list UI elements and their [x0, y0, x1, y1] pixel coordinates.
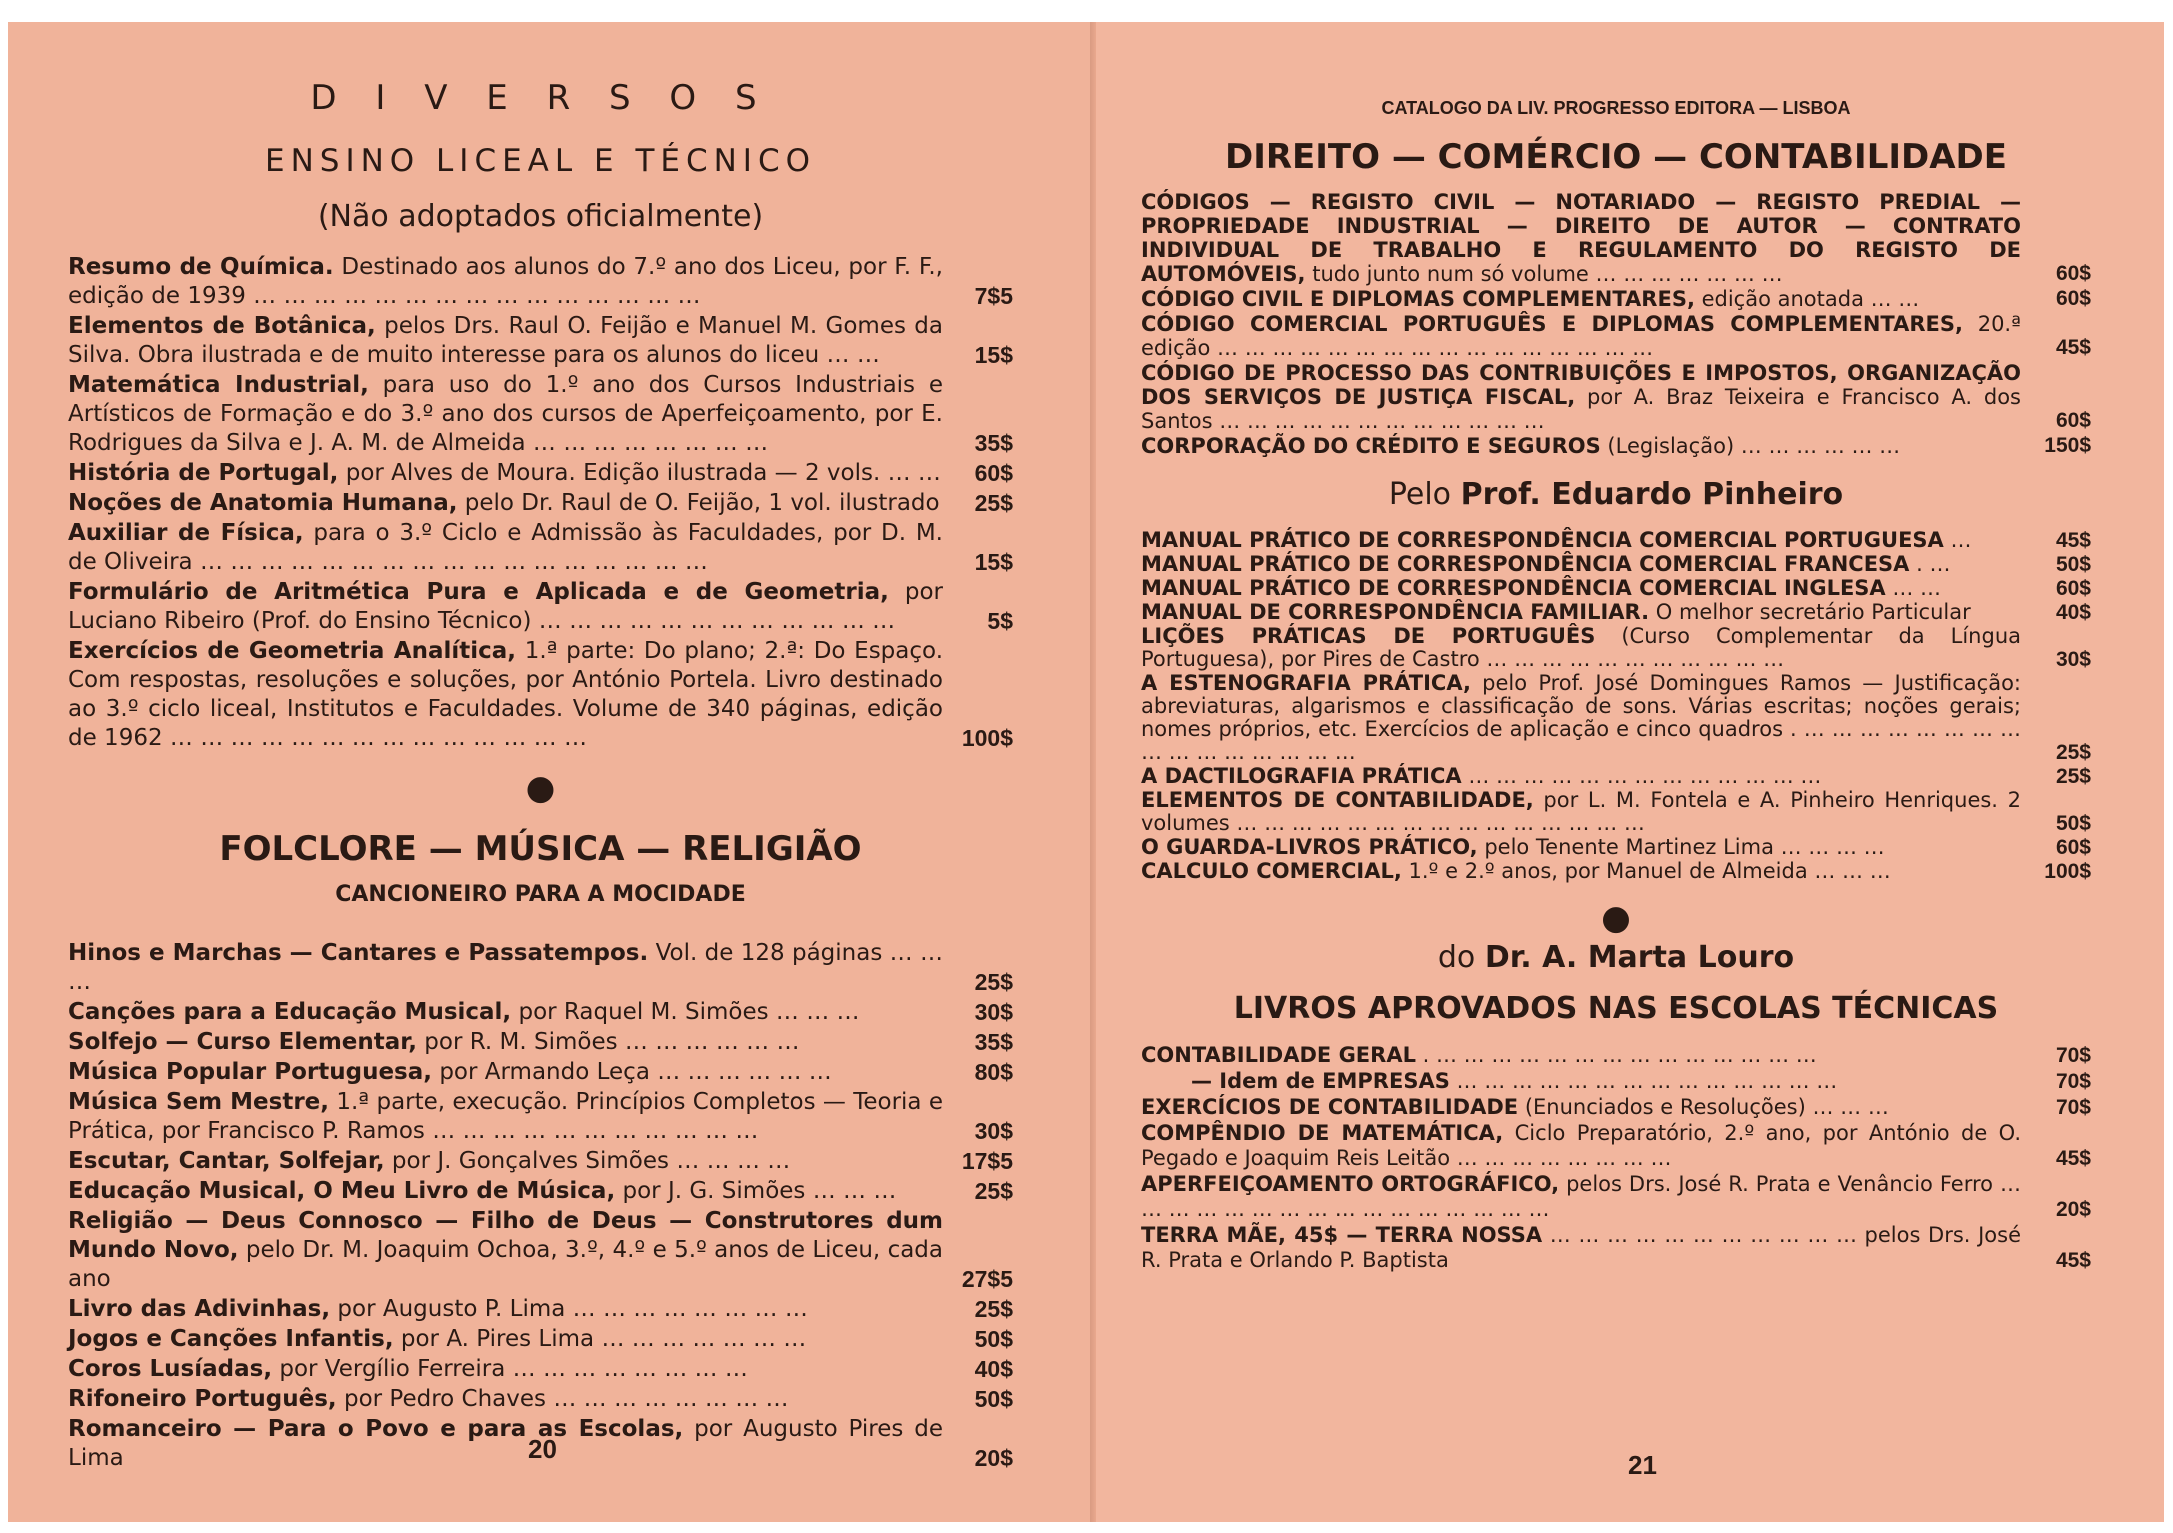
entry-title: TERRA MÃE, 45$ — TERRA NOSSA: [1141, 1223, 1543, 1247]
entry-price: 27$5: [961, 1266, 1013, 1292]
entry-title: CÓDIGO CIVIL E DIPLOMAS COMPLEMENTARES,: [1141, 287, 1695, 311]
catalog-entry: [68, 1088, 1013, 1146]
catalog-entry: [68, 998, 1013, 1027]
catalog-entry: [68, 312, 1013, 370]
entry-title: ELEMENTOS DE CONTABILIDADE,: [1141, 788, 1534, 812]
entry-description: [68, 1385, 943, 1414]
entry-title: CORPORAÇÃO DO CRÉDITO E SEGUROS: [1141, 434, 1601, 458]
entry-text: pelos Drs. Raul O. Feijão e Manuel M. Gomes da Silva. Obra ilustrada e de muito interesse para os alunos do liceu … …: [68, 313, 943, 368]
entry-title: CONTABILIDADE GERAL: [1141, 1043, 1416, 1067]
catalog-entry: [68, 1295, 1013, 1324]
entry-title: MANUAL PRÁTICO DE CORRESPONDÊNCIA COMERCIAL INGLESA: [1141, 576, 1886, 600]
entry-text: … … … … … … … … … … … … …: [1461, 764, 1822, 788]
bullet-divider: ●: [525, 768, 556, 808]
catalog-entry: [68, 939, 1013, 997]
entry-text: por J. Gonçalves Simões … … … …: [384, 1148, 791, 1174]
entry-description: [68, 519, 943, 577]
entry-price: 40$: [2055, 601, 2091, 624]
entry-price: 60$: [2055, 409, 2091, 432]
entry-description: [1141, 361, 2021, 433]
entry-text: O melhor secretário Particular: [1649, 600, 1971, 624]
entry-text: pelo Tenente Martinez Lima … … … …: [1477, 835, 1885, 859]
catalog-entry: [68, 1147, 1013, 1176]
entry-description: [68, 1147, 943, 1176]
entry-price: 50$: [2055, 553, 2091, 576]
catalog-entry: [1141, 1121, 2091, 1171]
entry-description: [1141, 601, 2021, 624]
catalog-entry: [1141, 1095, 2091, 1120]
entry-price: 80$: [974, 1059, 1013, 1085]
entry-price: 15$: [974, 549, 1013, 575]
entry-text: por A. Braz Teixeira e Francisco A. dos Santos … … … … … … … … … … … …: [1141, 385, 2021, 433]
author-heading-pinheiro: [1141, 477, 2091, 512]
entry-text: pelos Drs. José R. Prata e Venâncio Ferro … … … … … … … … … … … … … … … …: [1141, 1172, 2021, 1221]
entry-text: 1.ª parte, execução. Princípios Completos — Teoria e Prática, por Francisco P. Ramos … … … … … … … … … … …: [68, 1089, 943, 1144]
entry-description: [1141, 1043, 2021, 1068]
entry-price: 70$: [2055, 1044, 2091, 1067]
entry-text: Vol. de 128 páginas … … …: [68, 940, 943, 995]
entry-title: Resumo de Química.: [68, 254, 334, 280]
entry-title: História de Portugal,: [68, 460, 339, 486]
entry-price: 25$: [2055, 765, 2091, 788]
entry-text: . … … … … … … … … … … … … … …: [1415, 1043, 1817, 1067]
entry-description: [1141, 1095, 2021, 1120]
entry-price: 60$: [974, 460, 1013, 486]
entry-title: MANUAL DE CORRESPONDÊNCIA FAMILIAR.: [1141, 600, 1650, 624]
entry-text: tudo junto num só volume … … … … … … …: [1305, 262, 1783, 286]
entry-text: Destinado aos alunos do 7.º ano dos Liceu, por F. F., edição de 1939 … … … … … … … … … … … … … … …: [68, 254, 943, 309]
entry-title: Matemática Industrial,: [68, 372, 369, 398]
entry-description: [68, 637, 943, 753]
entry-title: Música Sem Mestre,: [68, 1089, 330, 1115]
entry-description: [1141, 434, 2021, 458]
entry-text: 1.º e 2.º anos, por Manuel de Almeida … … …: [1401, 859, 1891, 883]
entry-title: A ESTENOGRAFIA PRÁTICA,: [1141, 671, 1471, 695]
entry-price: 60$: [2055, 287, 2091, 310]
section-subtitle-cancioneiro: CANCIONEIRO PARA A MOCIDADE: [335, 882, 746, 907]
entry-description: [1141, 577, 2021, 600]
entry-description: [68, 1325, 943, 1354]
entry-description: [1141, 836, 2021, 859]
entry-description: [1141, 553, 2021, 576]
entry-title: Romanceiro — Para o Povo e para as Escolas,: [68, 1416, 684, 1442]
catalog-entry: [68, 253, 1013, 311]
author-heading-name: Dr. A. Marta Louro: [1484, 940, 1795, 975]
entry-title: Exercícios de Geometria Analítica,: [68, 638, 517, 664]
entry-description: [1141, 789, 2021, 835]
entry-text: 20.ª edição … … … … … … … … … … … … … … … …: [1141, 312, 2022, 360]
entry-text: . …: [1909, 552, 1951, 576]
catalog-entry: [68, 637, 1013, 753]
entry-description: [1141, 672, 2021, 764]
section-subtitle-ensino: ENSINO LICEAL E TÉCNICO: [264, 143, 816, 179]
entry-description: [68, 1088, 943, 1146]
entry-price: 50$: [974, 1326, 1013, 1352]
catalog-entry: [1141, 1069, 2091, 1094]
entry-price: 25$: [2055, 741, 2091, 764]
entry-price: 50$: [974, 1386, 1013, 1412]
entry-title: Jogos e Canções Infantis,: [68, 1326, 394, 1352]
catalog-entry: [68, 489, 1013, 518]
entry-price: 30$: [974, 999, 1013, 1025]
entry-price: 25$: [974, 490, 1013, 516]
catalog-entry: [68, 1325, 1013, 1354]
catalog-entry: [1141, 577, 2091, 600]
entry-description: [68, 939, 943, 997]
entry-text: … …: [1885, 576, 1942, 600]
entry-title: APERFEIÇOAMENTO ORTOGRÁFICO,: [1141, 1172, 1560, 1196]
catalog-entry: [68, 459, 1013, 488]
entry-text: por Augusto Pires de Lima: [68, 1416, 943, 1471]
running-head: CATALOGO DA LIV. PROGRESSO EDITORA — LISBOA: [1381, 98, 1851, 118]
entry-text: edição anotada … …: [1694, 287, 1920, 311]
entry-description: [68, 578, 943, 636]
entry-title: CÓDIGO DE PROCESSO DAS CONTRIBUIÇÕES E IMPOSTOS, ORGANIZAÇÃO DOS SERVIÇOS DE JUSTIÇA FISCAL,: [1141, 361, 2021, 409]
entry-title: Música Popular Portuguesa,: [68, 1059, 433, 1085]
entry-title: Coros Lusíadas,: [68, 1356, 273, 1382]
entry-text: por R. M. Simões … … … … … …: [417, 1029, 800, 1055]
entry-text: por J. G. Simões … … …: [615, 1178, 897, 1204]
entry-title: Solfejo — Curso Elementar,: [68, 1029, 417, 1055]
catalog-entry: [1141, 836, 2091, 859]
entry-text: por Vergílio Ferreira … … … … … … … …: [272, 1356, 748, 1382]
section-title-direito: DIREITO — COMÉRCIO — CONTABILIDADE: [1224, 137, 2008, 177]
catalog-entry: [68, 1207, 1013, 1294]
author-heading-louro: [1141, 940, 2091, 975]
right-page: [1096, 22, 2164, 1522]
catalog-entry: [68, 371, 1013, 458]
catalog-entry: [1141, 789, 2091, 835]
entry-price: 60$: [2055, 836, 2091, 859]
entry-description: [68, 1295, 943, 1324]
entry-text: por Pedro Chaves … … … … … … … …: [336, 1386, 789, 1412]
entry-description: [1141, 287, 2021, 311]
entry-description: [1141, 765, 2021, 788]
catalog-entry: [1141, 625, 2091, 671]
entry-text: por Luciano Ribeiro (Prof. do Ensino Técnico) … … … … … … … … … … … …: [68, 579, 943, 634]
catalog-entry: [1141, 672, 2091, 764]
entry-description: [68, 1355, 943, 1384]
entry-text: …: [1943, 528, 1972, 552]
entry-description: [68, 459, 943, 488]
catalog-entry: [68, 1058, 1013, 1087]
entry-description: [68, 253, 943, 311]
catalog-entry: [1141, 190, 2091, 286]
entry-description: [68, 1177, 943, 1206]
diversos-entry-list: [68, 253, 1013, 753]
entry-price: 30$: [2055, 648, 2091, 671]
entry-description: [1141, 1121, 2021, 1171]
entry-title: Religião — Deus Connosco — Filho de Deus — Construtores dum Mundo Novo,: [68, 1208, 943, 1263]
entry-title: CÓDIGOS — REGISTO CIVIL — NOTARIADO — REGISTO PREDIAL — PROPRIEDADE INDUSTRIAL — DIREITO DE AUTOR — CONTRATO INDIVIDUAL DE TRABALHO E REGULAMENTO DO REGISTO DE AUTOMÓVEIS,: [1141, 190, 2021, 286]
entry-price: 150$: [2044, 434, 2091, 457]
entry-price: 20$: [974, 1445, 1013, 1471]
entry-text: por Augusto P. Lima … … … … … … … …: [330, 1296, 808, 1322]
entry-title: Noções de Anatomia Humana,: [68, 490, 458, 516]
entry-text: por Armando Leça … … … … … …: [432, 1059, 832, 1085]
entry-price: 45$: [2055, 336, 2091, 359]
entry-price: 100$: [961, 725, 1013, 751]
entry-price: 20$: [2055, 1198, 2091, 1221]
entry-price: 35$: [974, 430, 1013, 456]
entry-description: [1141, 1172, 2021, 1222]
catalog-entry: [68, 1355, 1013, 1384]
entry-text: 1.ª parte: Do plano; 2.ª: Do Espaço. Com respostas, resoluções e soluções, por António Portela. Livro destinado ao 3.º ciclo liceal, Institutos e Faculdades. Volume de 340 páginas, edição de 1962 … … … … … … … … … … … … … …: [68, 638, 944, 751]
entry-description: [1141, 860, 2021, 883]
catalog-entry: [1141, 553, 2091, 576]
entry-text: (Curso Complementar da Língua Portuguesa), por Pires de Castro … … … … … … … … … … …: [1141, 624, 2021, 671]
entry-price: 70$: [2055, 1070, 2091, 1093]
entry-title: A DACTILOGRAFIA PRÁTICA: [1141, 764, 1462, 788]
entry-description: [68, 1415, 943, 1473]
catalog-entry: [1141, 529, 2091, 552]
entry-title: COMPÊNDIO DE MATEMÁTICA,: [1141, 1121, 1504, 1145]
entry-price: 15$: [974, 342, 1013, 368]
catalog-entry: [1141, 1043, 2091, 1068]
author-heading-pre: do: [1437, 940, 1485, 975]
entry-title: Elementos de Botânica,: [68, 313, 376, 339]
right-column: [1141, 84, 2091, 1274]
entry-price: 100$: [2044, 860, 2091, 883]
bullet-divider: ●: [1601, 898, 1631, 938]
entry-title: Canções para a Educação Musical,: [68, 999, 512, 1025]
entry-title: Livro das Adivinhas,: [68, 1296, 331, 1322]
entry-text: pelo Prof. José Domingues Ramos — Justificação: abreviaturas, algarismos e classificação de sons. Várias escritas; noções gerais; nomes próprios, etc. Exercícios de aplicação e cinco quadros . … … … … … … … … … … … … … … … …: [1141, 671, 2021, 764]
entry-title: CÓDIGO COMERCIAL PORTUGUÊS E DIPLOMAS COMPLEMENTARES,: [1141, 312, 1963, 336]
catalog-entry: [68, 578, 1013, 636]
left-page: [8, 22, 1096, 1522]
entry-description: [1141, 1069, 2021, 1094]
entry-price: 45$: [2055, 529, 2091, 552]
entry-price: 30$: [974, 1118, 1013, 1144]
entry-description: [68, 371, 943, 458]
folclore-entry-list: [68, 939, 1013, 1473]
author-heading-pre: Pelo: [1388, 477, 1461, 512]
entry-title: Educação Musical, O Meu Livro de Música,: [68, 1178, 616, 1204]
louro-entry-list: [1141, 1043, 2091, 1273]
entry-title: Formulário de Aritmética Pura e Aplicada e de Geometria,: [68, 579, 889, 605]
catalog-entry: [68, 1385, 1013, 1414]
catalog-entry: [1141, 1172, 2091, 1222]
entry-description: [1141, 625, 2021, 671]
left-column: [68, 78, 1013, 1474]
entry-description: [68, 1058, 943, 1087]
entry-description: [1141, 190, 2021, 286]
entry-title: LIÇÕES PRÁTICAS DE PORTUGUÊS: [1141, 624, 1596, 648]
catalog-entry: [68, 1177, 1013, 1206]
section-title-folclore: FOLCLORE — MÚSICA — RELIGIÃO: [219, 829, 862, 869]
catalog-entry: [1141, 1223, 2091, 1273]
entry-text: por Alves de Moura. Edição ilustrada — 2 vols. … …: [338, 460, 941, 486]
entry-title: — Idem de EMPRESAS: [1191, 1069, 1450, 1093]
catalog-entry: [1141, 601, 2091, 624]
entry-title: EXERCÍCIOS DE CONTABILIDADE: [1141, 1095, 1519, 1119]
pinheiro-entry-list: [1141, 529, 2091, 883]
page-number-left: 20: [528, 1434, 557, 1464]
entry-text: por L. M. Fontela e A. Pinheiro Henriques. 2 volumes … … … … … … … … … … … … … … …: [1141, 788, 2021, 835]
entry-text: pelo Dr. Raul de O. Feijão, 1 vol. ilustrado: [457, 490, 940, 516]
entry-price: 25$: [974, 1178, 1013, 1204]
entry-text: (Legislação) … … … … … …: [1600, 434, 1901, 458]
entry-price: 45$: [2055, 1147, 2091, 1170]
entry-text: Ciclo Preparatório, 2.º ano, por António de O. Pegado e Joaquim Reis Leitão … … … … … … … …: [1141, 1121, 2021, 1170]
entry-text: (Enunciados e Resoluções) … … …: [1518, 1095, 1889, 1119]
entry-title: Escutar, Cantar, Solfejar,: [68, 1148, 385, 1174]
section-title-livros-aprovados: LIVROS APROVADOS NAS ESCOLAS TÉCNICAS: [1233, 991, 1999, 1026]
section-title-diversos: D I V E R S O S: [310, 78, 771, 118]
entry-price: 25$: [974, 969, 1013, 995]
catalog-entry: [1141, 434, 2091, 458]
entry-text: pelo Dr. M. Joaquim Ochoa, 3.º, 4.º e 5.º anos de Liceu, cada ano: [68, 1237, 943, 1292]
entry-price: 7$5: [974, 283, 1013, 309]
catalog-entry: [68, 1028, 1013, 1057]
entry-description: [68, 1207, 943, 1294]
entry-price: 45$: [2055, 1249, 2091, 1272]
entry-price: 40$: [974, 1356, 1013, 1382]
section-note: (Não adoptados oficialmente): [317, 199, 764, 234]
entry-description: [68, 998, 943, 1027]
direito-entry-list: [1141, 190, 2091, 458]
entry-title: Hinos e Marchas — Cantares e Passatempos.: [68, 940, 649, 966]
entry-text: por Raquel M. Simões … … …: [511, 999, 860, 1025]
entry-title: Auxiliar de Física,: [68, 520, 304, 546]
catalog-entry: [1141, 860, 2091, 883]
entry-title: Rifoneiro Português,: [68, 1386, 337, 1412]
catalog-entry: [1141, 287, 2091, 311]
entry-text: para o 3.º Ciclo e Admissão às Faculdades, por D. M. de Oliveira … … … … … … … … … … … … … … … … …: [68, 520, 943, 575]
catalog-entry: [1141, 312, 2091, 360]
entry-price: 50$: [2055, 812, 2091, 835]
entry-price: 5$: [987, 608, 1013, 634]
entry-title: MANUAL PRÁTICO DE CORRESPONDÊNCIA COMERCIAL FRANCESA: [1141, 552, 1910, 576]
entry-description: [1141, 312, 2021, 360]
entry-description: [1141, 529, 2021, 552]
entry-price: 60$: [2055, 262, 2091, 285]
entry-text: para uso do 1.º ano dos Cursos Industriais e Artísticos de Formação e do 3.º ano dos cursos de Aperfeiçoamento, por E. Rodrigues da Silva e J. A. M. de Almeida … … … … … … … …: [68, 372, 943, 456]
entry-text: … … … … … … … … … … … … … …: [1449, 1069, 1838, 1093]
entry-price: 25$: [974, 1296, 1013, 1322]
entry-text: … … … … … … … … … … … pelos Drs. José R. Prata e Orlando P. Baptista: [1141, 1223, 2021, 1272]
entry-title: MANUAL PRÁTICO DE CORRESPONDÊNCIA COMERCIAL PORTUGUESA: [1141, 528, 1944, 552]
page-number-right: 21: [1628, 1450, 1657, 1480]
entry-description: [68, 489, 943, 518]
entry-price: 70$: [2055, 1096, 2091, 1119]
entry-price: 35$: [974, 1029, 1013, 1055]
catalog-entry: [1141, 765, 2091, 788]
catalog-entry: [1141, 361, 2091, 433]
entry-text: por A. Pires Lima … … … … … … …: [393, 1326, 807, 1352]
entry-price: 17$5: [961, 1148, 1013, 1174]
entry-description: [1141, 1223, 2021, 1273]
author-heading-name: Prof. Eduardo Pinheiro: [1460, 477, 1844, 512]
entry-title: O GUARDA-LIVROS PRÁTICO,: [1141, 835, 1478, 859]
entry-description: [68, 312, 943, 370]
catalog-entry: [68, 519, 1013, 577]
entry-price: 60$: [2055, 577, 2091, 600]
entry-title: CALCULO COMERCIAL,: [1141, 859, 1402, 883]
entry-description: [68, 1028, 943, 1057]
